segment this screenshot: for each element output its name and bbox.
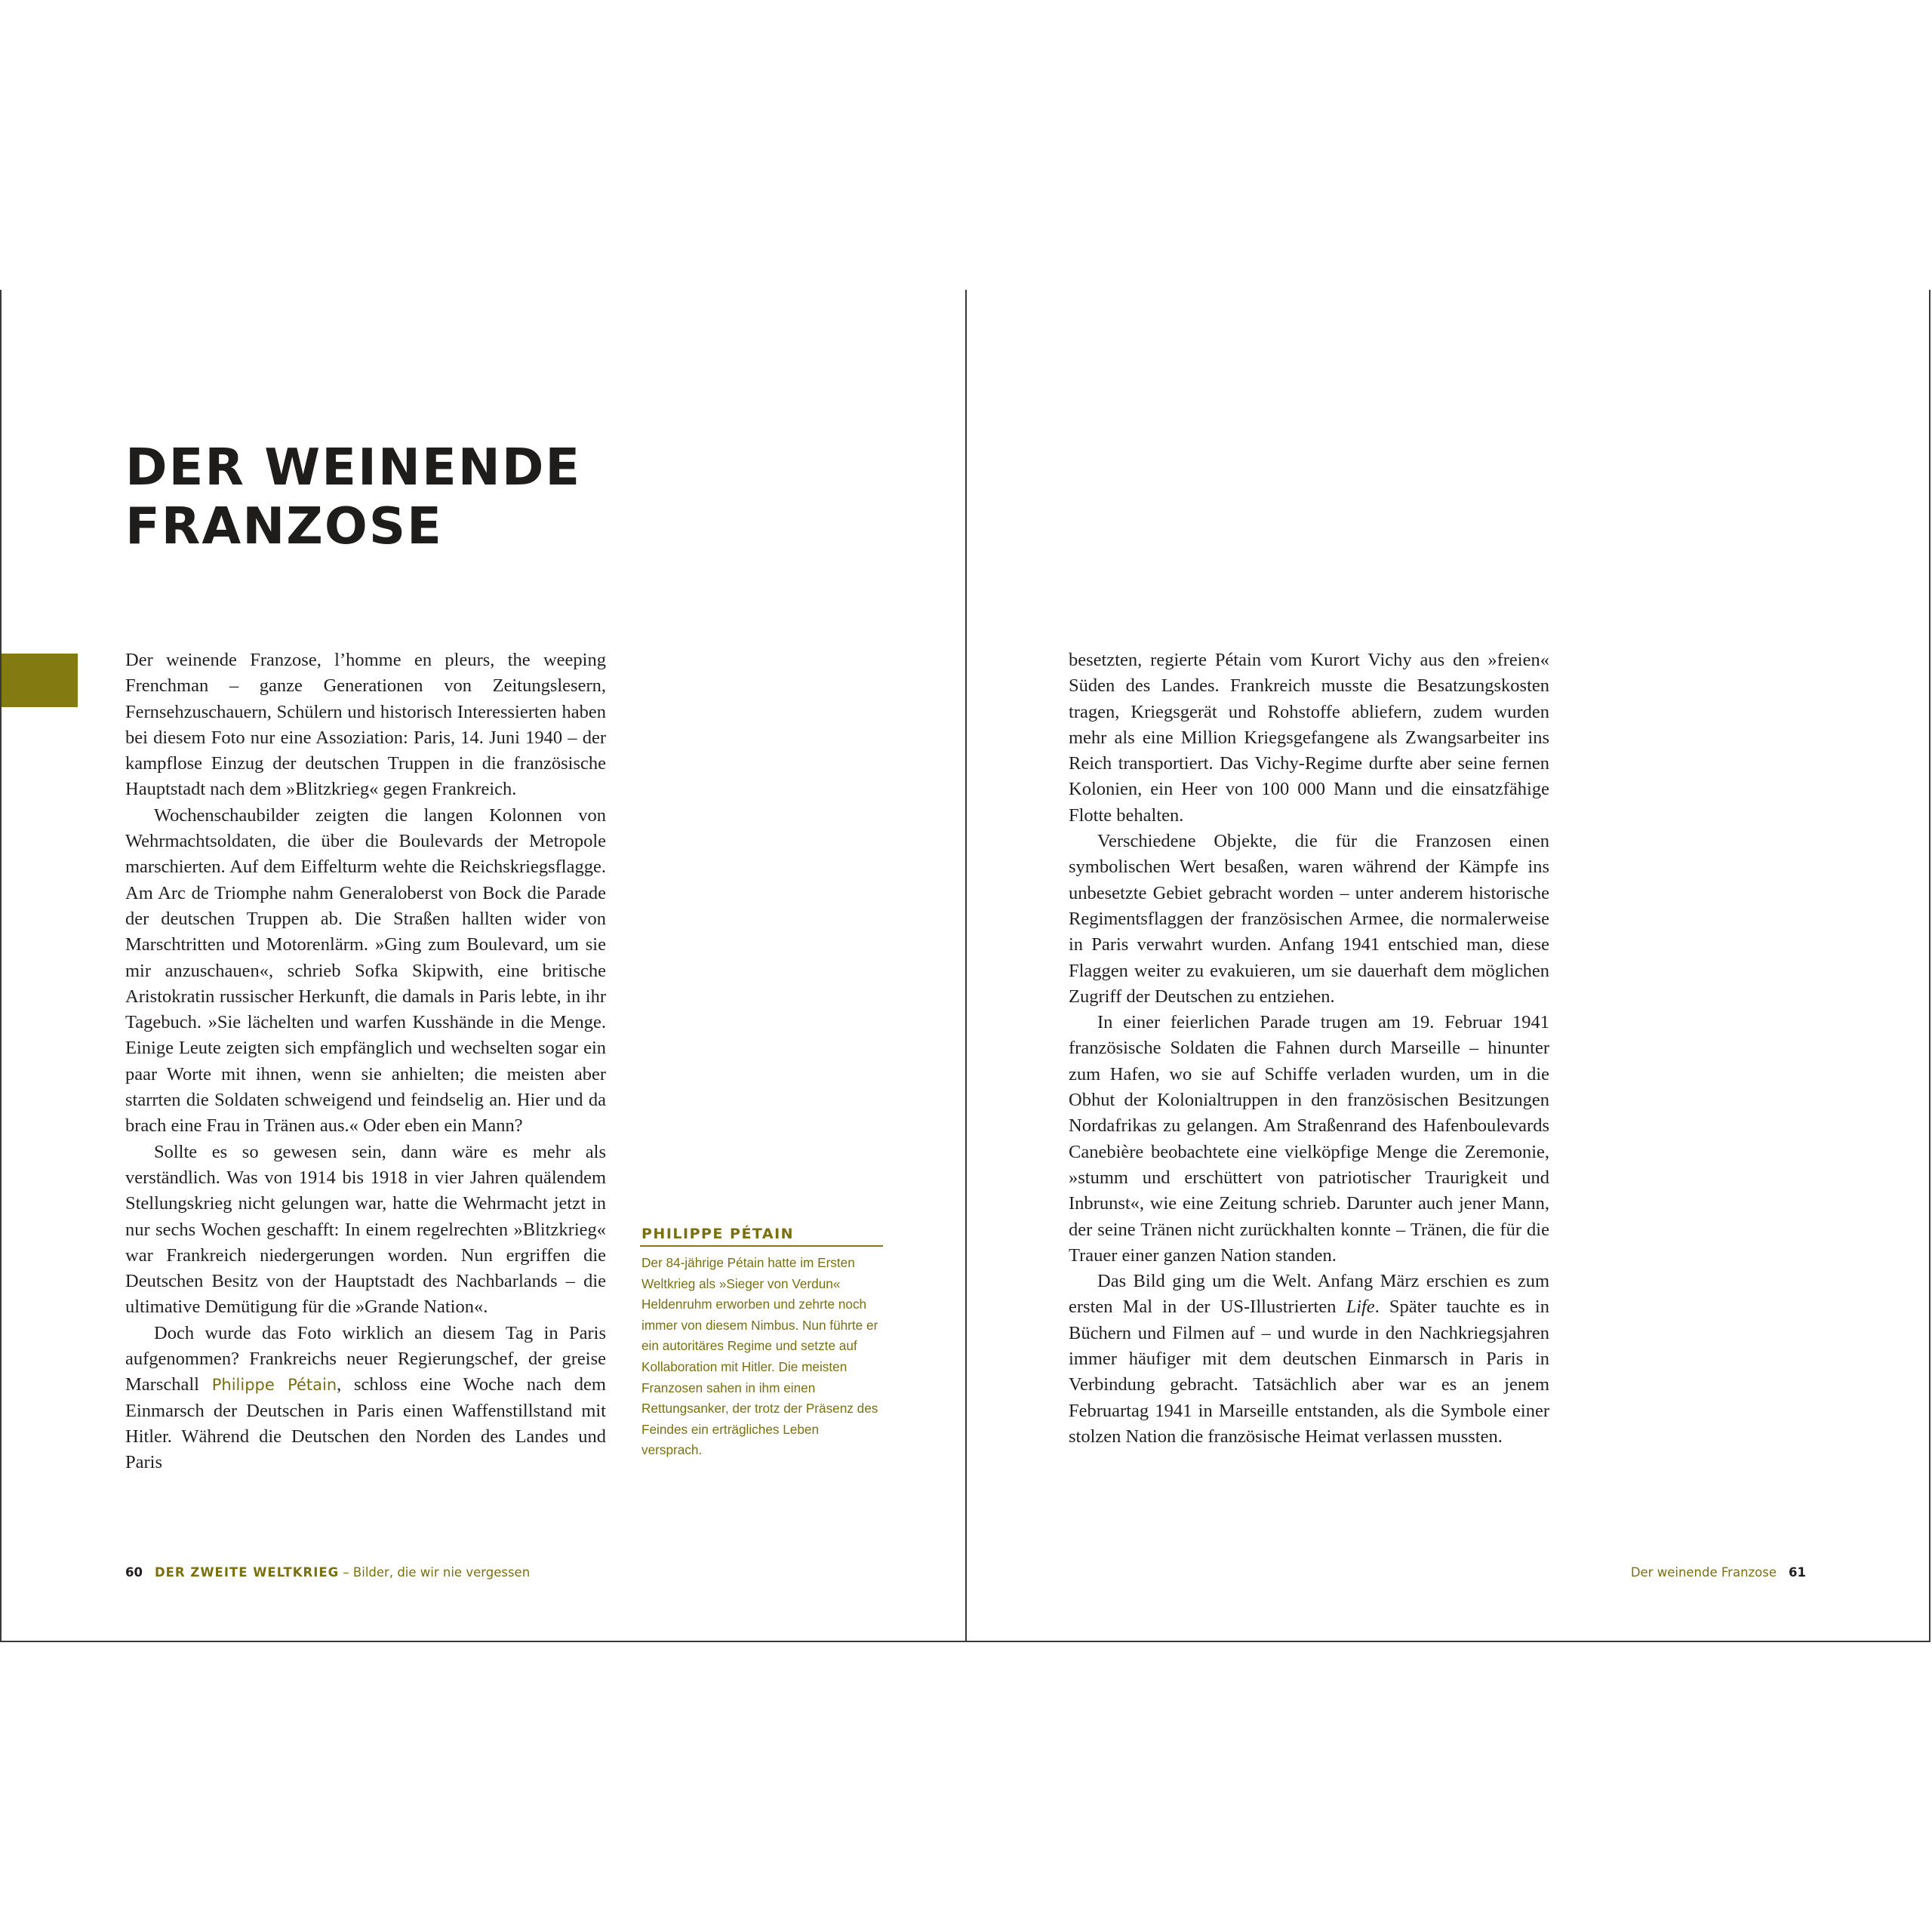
left-paragraph-4-start: Doch wurde das Foto wirklich an diesem Tag in Paris aufgenommen? Frankreichs neuer Regierungschef, der greise Marschall xyxy=(125,1322,606,1395)
left-paragraph-1: Der weinende Franzose, l’homme en pleurs, the weeping Frenchman – ganze Generationen von Zeitungslesern, Fernsehzuschauern, Schülern und historisch Interessierten haben bei diesem Foto nur eine Assoziation: Paris, 14. Juni 1940 – der kampflose Einzug der deutschen Truppen in die französische Hauptstadt nach dem »Blitzkrieg« gegen Frankreich. xyxy=(125,650,606,800)
footer-chapter-title: Der weinende Franzose xyxy=(1630,1565,1777,1580)
right-page-number: 61 xyxy=(1789,1565,1806,1580)
petain-highlight: Philippe Pétain xyxy=(211,1376,337,1395)
right-paragraph-4-start: Das Bild ging um die Welt. Anfang März erschien es zum ersten Mal in der US-Illustrierten xyxy=(1069,1271,1549,1318)
right-paragraph-4 xyxy=(1069,1269,1549,1450)
footer-left xyxy=(125,1565,530,1580)
footer-section-title: DER ZWEITE WELTKRIEG xyxy=(154,1565,340,1580)
life-magazine-title: Life xyxy=(1346,1297,1375,1318)
left-paragraph-3: Sollte es so gewesen sein, dann wäre es mehr als verständlich. Was von 1914 bis 1918 in vier Jahren quälendem Stellungskrieg nicht gelungen war, hatte die Wehrmacht jetzt in nur sechs Wochen geschafft: In einem regelrechten »Blitzkrieg« war Frankreich niedergerungen worden. Nun ergriffen die Deutschen Besitz von der Hauptstadt des Nachbarlands – die ultimative Demütigung für die »Grande Nation«. xyxy=(125,1141,606,1318)
left-paragraph-4 xyxy=(125,1321,606,1476)
right-paragraph-2: Verschiedene Objekte, die für die Franzosen einen symbolischen Wert besaßen, waren während der Kämpfe ins unbesetzte Gebiet gebracht worden – unter anderem historische Regimentsflaggen der französischen Armee, die normalerweise in Paris verwahrt wurden. Anfang 1941 entschied man, diese Flaggen weiter zu evakuieren, um sie dauerhaft dem möglichen Zugriff der Deutschen zu entziehen. xyxy=(1069,831,1549,1007)
title-line-1: DER WEINENDE xyxy=(125,438,582,497)
right-text-column xyxy=(1069,648,1549,1450)
left-page-number: 60 xyxy=(125,1565,143,1580)
page-title xyxy=(125,438,654,555)
footer-right xyxy=(1631,1565,1806,1580)
left-paragraph-4-end: , schloss eine Woche nach dem Einmarsch der Deutschen in Paris einen Waffenstillstand mit Hitler. Während die Deutschen den Norden des Landes und Paris xyxy=(125,1374,606,1473)
right-paragraph-3: In einer feierlichen Parade trugen am 19. Februar 1941 französische Soldaten die Fahnen durch Marseille – hinunter zum Hafen, wo sie auf Schiffe verladen wurden, um in die Obhut der Kolonialtruppen in den französischen Besitzungen Nordafrikas zu gelangen. Am Straßenrand des Hafenboulevards Canebière beobachtete eine vielköpfige Menge die Zeremonie, »stumm und erschüttert von patriotischer Traurigkeit und Inbrunst«, wie eine Zeitung schrieb. Darunter auch jener Mann, der seine Tränen nicht zurückhalten konnte – Tränen, die für die Trauer einer ganzen Nation standen. xyxy=(1069,1012,1549,1266)
right-paragraph-1: besetzten, regierte Pétain vom Kurort Vichy aus den »freien« Süden des Landes. Frankreich musste die Besatzungskosten tragen, Kriegsgerät und Rohstoffe abliefern, zudem wurden mehr als eine Million Kriegsgefangene als Zwangsarbeiter ins Reich transportiert. Das Vichy-Regime durfte aber seine fernen Kolonien, ein Heer von 100 000 Mann und die einsatzfähige Flotte behalten. xyxy=(1069,650,1549,826)
sidenote xyxy=(640,1226,881,1461)
footer-subtitle: – Bilder, die wir nie vergessen xyxy=(339,1565,531,1580)
sidenote-text: Der 84-jährige Pétain hatte im Ersten Weltkrieg als »Sieger von Verdun« Heldenruhm erworben und zehrte noch immer von diesem Nimbus. Nun führte er ein autoritäres Regime und setzte auf Kollaboration mit Hitler. Die meisten Franzosen sahen in ihm einen Rettungsanker, der trotz der Präsenz des Feindes ein erträgliches Leben versprach. xyxy=(641,1255,878,1458)
title-line-2: FRANZOSE xyxy=(125,497,443,555)
left-text-column xyxy=(125,648,606,1476)
left-paragraph-2: Wochenschaubilder zeigten die langen Kolonnen von Wehrmachtsoldaten, die über die Boulevards der Metropole marschierten. Auf dem Eiffelturm wehte die Reichskriegsflagge. Am Arc de Triomphe nahm Generaloberst von Bock die Parade der deutschen Truppen ab. Die Straßen hallten wider von Marschtritten und Motorenlärm. »Ging zum Boulevard, um sie mir anzuschauen«, schrieb Sofka Skipwith, eine britische Aristokratin russischer Herkunft, die damals in Paris lebte, in ihr Tagebuch. »Sie lächelten und warfen Kusshände in die Menge. Einige Leute zeigten sich empfänglich und wechselten sogar ein paar Worte mit ihnen, wenn sie anhielten; die meisten aber starrten die Soldaten schweigend und feindselig an. Hier und da brach eine Frau in Tränen aus.« Oder eben ein Mann? xyxy=(125,804,606,1137)
accent-block xyxy=(2,654,78,707)
sidenote-heading: PHILIPPE PÉTAIN xyxy=(640,1226,883,1247)
right-paragraph-4-end: . Später tauchte es in Büchern und Filmen auf – und wurde in den Nachkriegsjahren immer häufiger mit dem deutschen Einmarsch in Paris in Verbindung gebracht. Tatsächlich aber war es an jenem Februartag 1941 in Marseille entstanden, als die Symbole einer stolzen Nation die französische Heimat verlassen mussten. xyxy=(1069,1297,1549,1447)
